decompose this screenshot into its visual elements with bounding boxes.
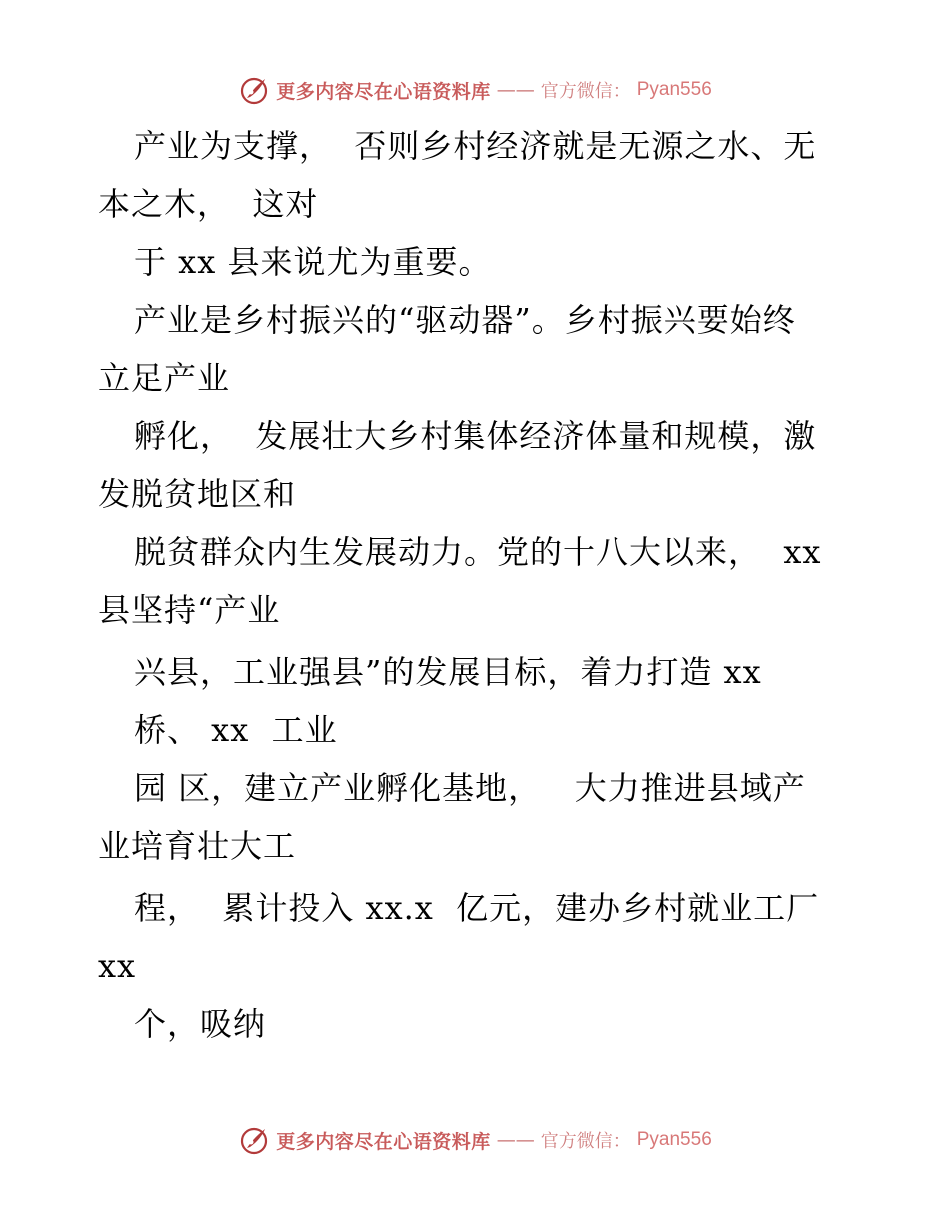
quill-logo-icon xyxy=(238,74,270,106)
text-line: 脱贫群众内生发展动力。党的十八大以来， xx xyxy=(134,533,822,571)
text-line: 于 xx 县来说尤为重要。 xyxy=(134,243,492,281)
text-line: 程， 累计投入 xx.x 亿元，建办乡村就业工厂 xyxy=(134,889,820,927)
text-line: 县坚持“产业 xyxy=(98,591,281,629)
quill-logo-icon xyxy=(238,1124,270,1156)
text-line: 本之木， 这对 xyxy=(98,185,319,223)
watermark-site-text: 更多内容尽在心语资料库 xyxy=(276,1130,491,1153)
text-line: 兴县，工业强县”的发展目标，着力打造 xx xyxy=(134,653,762,691)
text-line: 立足产业 xyxy=(98,359,231,397)
watermark-dash: —— xyxy=(496,79,535,101)
text-line: 孵化， 发展壮大乡村集体经济体量和规模，激 xyxy=(134,417,817,455)
header-watermark xyxy=(0,72,950,108)
watermark-label: 官方微信： xyxy=(540,81,631,102)
watermark-account: Pyan556 xyxy=(636,1129,712,1150)
watermark-label: 官方微信： xyxy=(540,1131,631,1152)
watermark-dash: —— xyxy=(496,1129,535,1151)
text-line: 园 区，建立产业孵化基地， 大力推进县域产 xyxy=(134,769,806,807)
text-line: 个，吸纳 xyxy=(134,1005,267,1043)
text-line: 业培育壮大工 xyxy=(98,827,297,865)
text-line: 发脱贫地区和 xyxy=(98,475,297,513)
text-line: 产业为支撑， 否则乡村经济就是无源之水、无 xyxy=(134,127,817,165)
watermark-group xyxy=(238,74,712,106)
text-line: 桥、 xx 工业 xyxy=(134,711,338,749)
text-line: 产业是乡村振兴的“驱动器”。乡村振兴要始终 xyxy=(134,301,796,339)
footer-watermark xyxy=(0,1122,950,1158)
text-line: xx xyxy=(98,947,137,985)
watermark-group xyxy=(238,1124,712,1156)
watermark-account: Pyan556 xyxy=(636,79,712,100)
watermark-site-text: 更多内容尽在心语资料库 xyxy=(276,80,491,103)
